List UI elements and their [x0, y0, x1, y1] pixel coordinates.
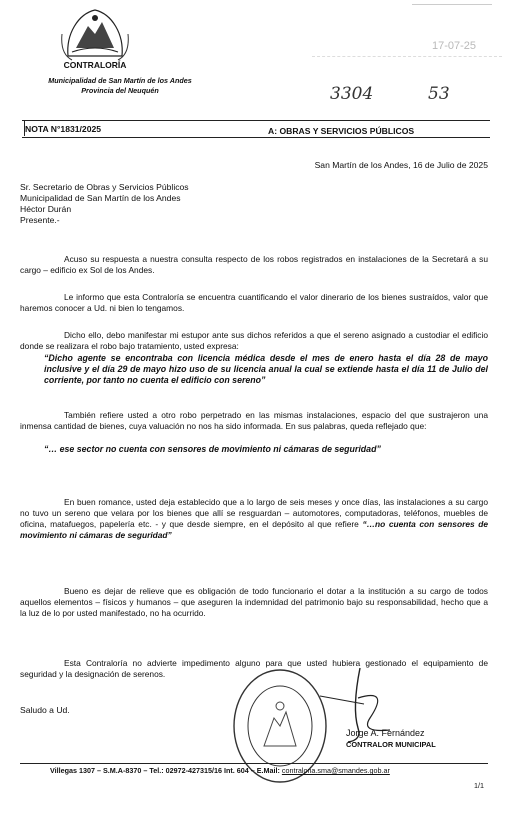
- org-name: CONTRALORÍA: [63, 60, 127, 70]
- quote-1: “Dicho agente se encontraba con licencia médica desde el mes de enero hasta el día 28 de mayo inclusive y el día 29 de mayo hizo uso de su licencia anual la cual se extiende hasta el día 11 de Julio del corriente, por tanto no cuenta el edificio con sereno”: [44, 353, 488, 385]
- municipality-block: [10, 76, 230, 96]
- recipient-line4: Presente.-: [20, 215, 60, 225]
- recipient-line1: Sr. Secretario de Obras y Servicios Públicos: [20, 182, 189, 192]
- municipality-line2: Provincia del Neuquén: [81, 86, 159, 95]
- paragraph-2-text: Le informo que esta Contraloría se encuentra cuantificando el valor dinerario de los bienes sustraídos, valor que haremos conocer a Ud. ni bien lo tengamos.: [20, 292, 488, 313]
- paragraph-1-text: Acuso su respuesta a nuestra consulta respecto de los robos registrados en instalaciones de la Secretará a su cargo – edificio ex Sol de los Andes.: [20, 254, 488, 275]
- stamp-border: [312, 56, 502, 58]
- quote-2: “… ese sector no cuenta con sensores de movimiento ni cámaras de seguridad”: [44, 444, 381, 454]
- handwritten-number-b: 53: [428, 84, 450, 104]
- paragraph-4: [20, 410, 488, 432]
- page-number: 1/1: [474, 781, 484, 790]
- stamp-line: [412, 4, 492, 6]
- municipal-crest-icon: [58, 4, 132, 62]
- paragraph-6-text: Bueno es dejar de relieve que es obligación de todo funcionario el dotar a la institución a su cargo de todos aquellos elementos – físicos y humanos – que aseguren la indemnidad del patrimonio bajo su responsabilidad, hecho que a la luz de lo por usted manifestado, no ha ocurrido.: [20, 586, 488, 618]
- footer-divider: [20, 763, 488, 764]
- municipality-line1: Municipalidad de San Martín de los Andes: [48, 76, 192, 85]
- note-recipient-area: A: OBRAS Y SERVICIOS PÚBLICOS: [268, 126, 415, 136]
- recipient-block: [20, 182, 189, 226]
- footer-email-link[interactable]: contraloria.sma@smandes.gob.ar: [281, 766, 390, 775]
- signer-name: Jorge A. Fernández: [346, 728, 425, 738]
- footer-address: Villegas 1307 – S.M.A-8370 – Tel.: 02972-427315/16 Int. 604 – E.Mail:: [50, 766, 282, 775]
- paragraph-6: [20, 586, 488, 619]
- paragraph-7-text: Esta Contraloría no advierte impedimento alguno para que usted hubiera gestionado el equipamiento de seguridad y la designación de serenos.: [20, 658, 488, 679]
- recipient-line3: Héctor Durán: [20, 204, 72, 214]
- signer-title: CONTRALOR MUNICIPAL: [346, 740, 436, 749]
- footer-contact: [50, 766, 390, 775]
- handwritten-number-a: 3304: [330, 84, 374, 104]
- closing: Saludo a Ud.: [20, 705, 70, 715]
- paragraph-3: [20, 330, 488, 352]
- recipient-line2: Municipalidad de San Martín de los Andes: [20, 193, 181, 203]
- stamp-date: 17-07-25: [432, 40, 477, 52]
- paragraph-5-quote: “…no cuenta con sensores de movimiento ni cámaras de seguridad”: [20, 519, 489, 540]
- paragraph-5-text: En buen romance, usted deja establecido que a lo largo de seis meses y once días, las instalaciones a su cargo no tuvo un sereno que velara por los bienes que allí se resguardan – automotores, computadoras, teléfonos, muebles de oficina, matafuegos, papelería etc. - y que desde siempre, en el depósito al que refiere: [20, 497, 488, 529]
- note-date: San Martín de los Andes, 16 de Julio de 2025: [314, 160, 488, 170]
- reception-stamp: [312, 0, 502, 70]
- paragraph-5: [20, 497, 488, 541]
- note-number: NOTA N°1831/2025: [25, 124, 102, 134]
- paragraph-2: [20, 292, 488, 314]
- paragraph-3-text: Dicho ello, debo manifestar mi estupor ante sus dichos referidos a que el sereno asignado a custodiar el edificio donde se realizara el robo bajo tratamiento, usted expresa:: [20, 330, 488, 351]
- paragraph-4-text: También refiere usted a otro robo perpetrado en las mismas instalaciones, espacio del que sustrajeron una inmensa cantidad de bienes, cuya valuación no nos ha sido informada. En sus palabras, queda reflejado que:: [20, 410, 488, 431]
- paragraph-1: [20, 254, 488, 276]
